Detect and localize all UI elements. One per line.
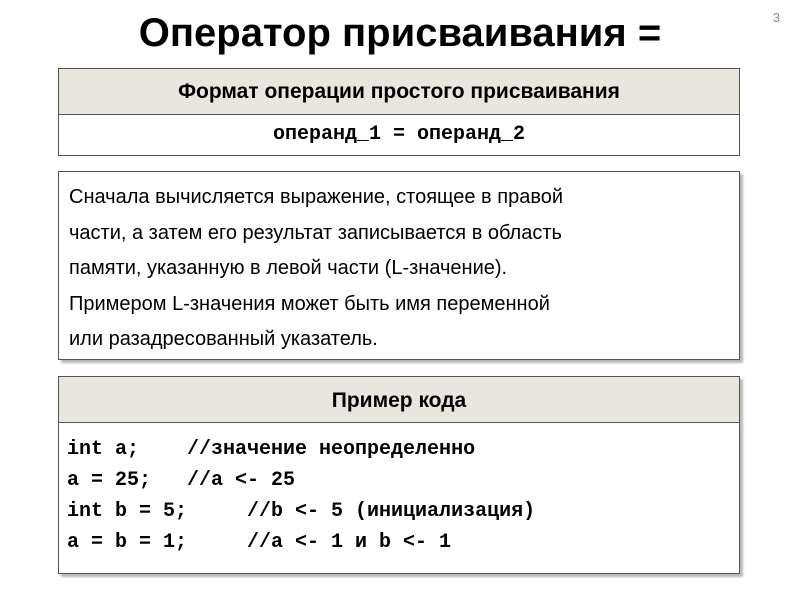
format-syntax: операнд_1 = операнд_2: [58, 114, 740, 156]
code-example-body: [58, 422, 740, 574]
description-box: [58, 171, 740, 360]
format-header: Формат операции простого присваивания: [58, 68, 740, 115]
code-line: int b = 5; //b <- 5 (инициализация): [67, 500, 536, 523]
slide-number: 3: [772, 10, 780, 25]
description-line: или разадресованный указатель.: [69, 328, 378, 350]
description-line: части, а затем его результат записывается в область: [69, 221, 562, 244]
slide-title: Оператор присваивания =: [138, 11, 662, 55]
code-line: int a; //значение неопределенно: [67, 438, 476, 461]
code-example-header: Пример кода: [58, 376, 740, 423]
description-line: Сначала вычисляется выражение, стоящее в правой: [69, 186, 564, 208]
code-line: a = b = 1; //a <- 1 и b <- 1: [67, 531, 452, 554]
description-line: Примером L-значения может быть имя переменной: [69, 292, 550, 315]
description-line: памяти, указанную в левой части (L-значение).: [69, 257, 508, 279]
code-line: a = 25; //a <- 25: [67, 469, 296, 492]
